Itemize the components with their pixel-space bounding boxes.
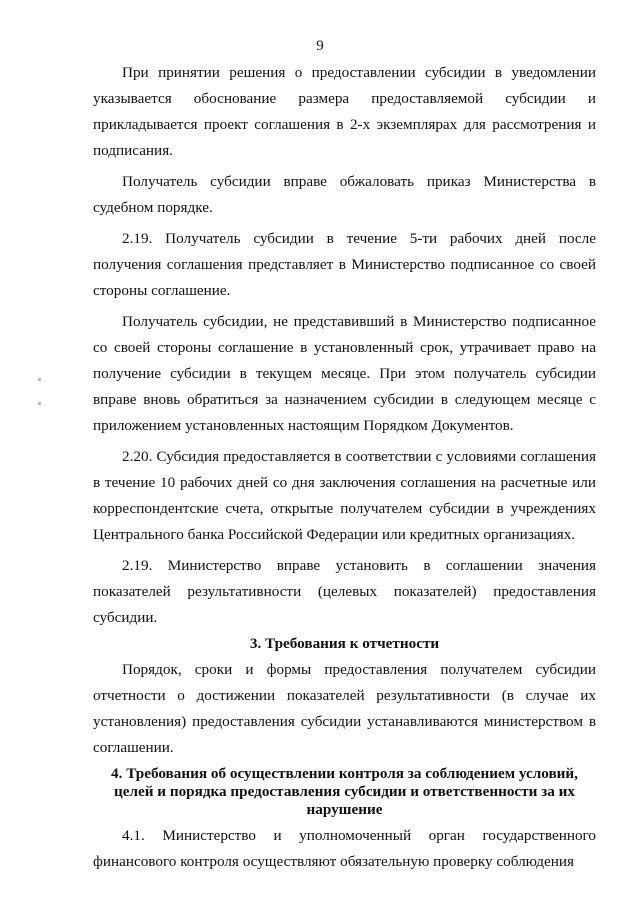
section-3-heading: 3. Требования к отчетности [249, 635, 440, 652]
page-number: 9 [316, 38, 324, 54]
paragraph-reporting: Порядок, сроки и формы предоставления получателем субсидии отчетности о достижении показателей результативности (в случае их установления) предоставления субсидии устанавливаются министерством в соглашении. [93, 661, 596, 756]
paragraph-4-1-control: 4.1. Министерство и уполномоченный орган государственного финансового контроля осуществляют обязательную проверку соблюдения [93, 827, 596, 870]
document-body [93, 60, 596, 875]
paragraph-appeal-right: Получатель субсидии вправе обжаловать приказ Министерства в судебном порядке. [93, 173, 596, 216]
section-4-heading: 4. Требования об осуществлении контроля за соблюдением условий, целей и порядка предоставления субсидии и ответственности за их нарушение [111, 765, 578, 818]
paragraph-loss-of-right: Получатель субсидии, не представивший в Министерство подписанное со своей стороны соглашение в установленный срок, утрачивает право на получение субсидии в текущем месяце. При этом получатель субсидии вправе вновь обратиться за назначением субсидии в следующем месяце с приложением установленных настоящим Порядком Документов. [93, 313, 596, 434]
paragraph-2-20-payment: 2.20. Субсидия предоставляется в соответствии с условиями соглашения в течение 10 рабочих дней со дня заключения соглашения на расчетные или корреспондентские счета, открытые получателем субсидии в учреждениях Центрального банка Российской Федерации или кредитных организациях. [93, 448, 596, 543]
paragraph-2-19-agreement: 2.19. Получатель субсидии в течение 5-ти рабочих дней после получения соглашения представляет в Министерство подписанное со своей стороны соглашение. [93, 230, 596, 299]
paragraph-2-19-indicators: 2.19. Министерство вправе установить в соглашении значения показателей результативности (целевых показателей) предоставления субсидии. [93, 557, 596, 626]
scan-speck [38, 402, 41, 405]
scan-speck [38, 378, 41, 381]
paragraph-decision-notice: При принятии решения о предоставлении субсидии в уведомлении указывается обоснование размера предоставляемой субсидии и прикладывается проект соглашения в 2-х экземплярах для рассмотрения и подписания. [93, 64, 596, 159]
